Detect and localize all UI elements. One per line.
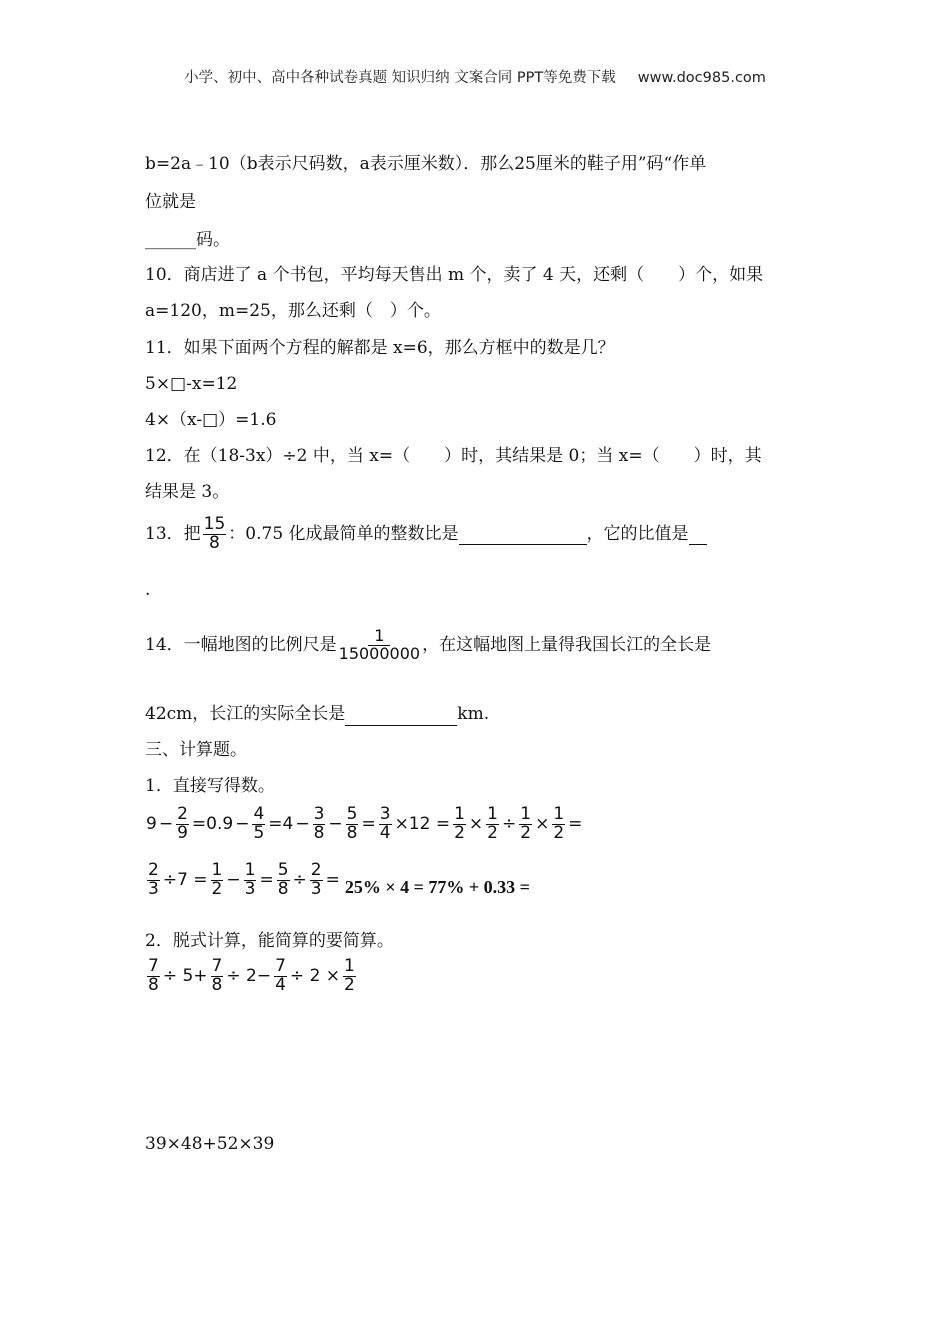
math-text: × [535,814,550,835]
numerator: 2 [148,860,159,880]
math-text: ÷ 2− [226,966,272,987]
numerator: 1 [487,804,498,824]
fraction [244,862,257,899]
math-text: ×12 = [394,814,451,835]
page-header [0,66,950,87]
numerator: 1 [454,804,465,824]
denominator: 3 [310,878,322,899]
math-text: =4 [268,814,294,835]
q13-blank-value[interactable] [689,524,707,545]
math-text: ÷ 2 × [289,966,341,987]
q13-fraction [203,516,227,553]
math-text: ÷ [502,814,517,835]
numerator: 7 [275,956,286,976]
fraction [379,806,392,843]
header-text: 小学、初中、高中各种试卷真题 知识归纳 文案合同 PPT等免费下载 [184,70,616,86]
header-url[interactable]: www.doc985.com [637,70,766,86]
math-text: = [568,814,583,835]
numerator: 2 [310,860,322,880]
fraction [176,806,189,843]
math-text: × [468,814,484,835]
numerator: 1 [244,860,256,880]
q9-line1: b=2a﹣10（b表示尺码数，a表示厘米数）．那么25厘米的鞋子用”码“作单 [145,154,707,174]
math-text: = [361,814,376,835]
q13-tail: . [145,580,151,600]
q10-line1: 10．商店进了 a 个书包，平均每天售出 m 个，卖了 4 天，还剩（ ）个，如果 [145,265,764,285]
math-text: ÷ [292,870,307,891]
q13-frac-num: 15 [203,514,226,534]
q14-fraction [339,628,420,663]
denominator: 8 [148,974,159,995]
denominator: 8 [211,974,223,995]
q14-line1 [145,628,711,663]
fraction [310,862,323,899]
math-text: − [226,870,241,891]
q9-blank[interactable]: ______ [145,230,196,250]
math-text: − [328,814,343,835]
numerator: 3 [379,804,391,824]
section3-title: 三、计算题。 [145,740,247,760]
fraction [252,806,265,843]
numerator: 1 [211,860,223,880]
denominator: 3 [244,878,256,899]
denominator: 2 [553,822,565,843]
q13-blank-ratio[interactable] [459,524,587,545]
fraction [552,806,565,843]
denominator: 2 [454,822,465,843]
math-text: = [259,870,274,891]
q11-line1: 11．如果下面两个方程的解都是 x=6，那么方框中的数是几？ [145,338,615,358]
fraction [519,806,532,843]
denominator: 2 [344,974,355,995]
fraction [486,806,499,843]
denominator: 4 [275,974,286,995]
numerator: 7 [211,956,223,976]
math-text: =0.9 [191,814,234,835]
numerator: 5 [277,860,289,880]
numerator: 1 [520,804,532,824]
numerator: 3 [313,804,325,824]
denominator: 2 [211,878,223,899]
fraction [313,806,326,843]
q13-comma: ，它的比值是 [586,524,689,545]
denominator: 8 [313,822,325,843]
c1-row1 [145,806,583,843]
q12-line1: 12．在（18-3x）÷2 中，当 x=（ ）时，其结果是 0；当 x=（ ）时，其 [145,446,762,466]
denominator: 8 [277,878,289,899]
denominator: 2 [520,822,532,843]
math-text: − [158,814,174,835]
fraction [147,862,160,899]
numerator: 2 [177,804,188,824]
q11-eq1: 5×□-x=12 [145,374,238,394]
c2-expression2: 39×48+52×39 [145,1134,275,1154]
q13-line [145,516,707,553]
math-text: = [325,870,340,891]
q14-prefix: 14．一幅地图的比例尺是 [145,635,337,656]
q9-line3 [145,228,230,252]
fraction [211,862,224,899]
numerator: 4 [253,804,265,824]
math-text: − [235,814,250,835]
q14-frac-den: 15000000 [338,643,421,663]
denominator: 4 [379,822,391,843]
denominator: 9 [177,822,188,843]
c2-expression [145,958,358,995]
q13-prefix: 13．把 [145,524,201,545]
fraction [453,806,466,843]
c1-row2 [145,862,531,899]
q14-line2-b: km. [457,704,490,724]
fraction [277,862,290,899]
q14-blank[interactable] [345,705,457,726]
numerator: 1 [344,956,355,976]
denominator: 3 [148,878,159,899]
fraction [211,958,224,995]
math-text: − [295,814,310,835]
denominator: 2 [487,822,498,843]
math-text: ÷ 5+ [162,966,208,987]
fraction [147,958,160,995]
q11-eq2: 4×（x-□）=1.6 [145,410,277,430]
q9-line2: 位就是 [145,192,196,212]
fraction [274,958,287,995]
q13-mid: ：0.75 化成最简单的整数比是 [228,524,459,545]
q14-line2 [145,702,489,726]
c1-title: 1．直接写得数。 [145,776,275,796]
denominator: 5 [253,822,265,843]
numerator: 1 [553,804,565,824]
math-text: ÷7 = [162,870,208,891]
c1-row2-fractions [145,862,341,899]
math-text: 9 [146,814,157,835]
denominator: 8 [346,822,358,843]
fraction [346,806,359,843]
fraction [343,958,356,995]
q12-line2: 结果是 3。 [145,482,230,502]
q14-line2-a: 42cm，长江的实际全长是 [145,704,346,724]
q14-mid: ，在这幅地图上量得我国长江的全长是 [422,635,712,656]
q13-frac-den: 8 [209,532,220,553]
q10-line2: a=120，m=25，那么还剩（ ）个。 [145,301,441,321]
c2-title: 2．脱式计算，能简算的要简算。 [145,931,394,951]
numerator: 7 [148,956,159,976]
q14-frac-num: 1 [368,628,390,646]
numerator: 5 [346,804,358,824]
q9-tail: 码。 [196,230,230,250]
c1-row2-percent: 25% × 4 = 77% + 0.33 = [344,876,530,897]
